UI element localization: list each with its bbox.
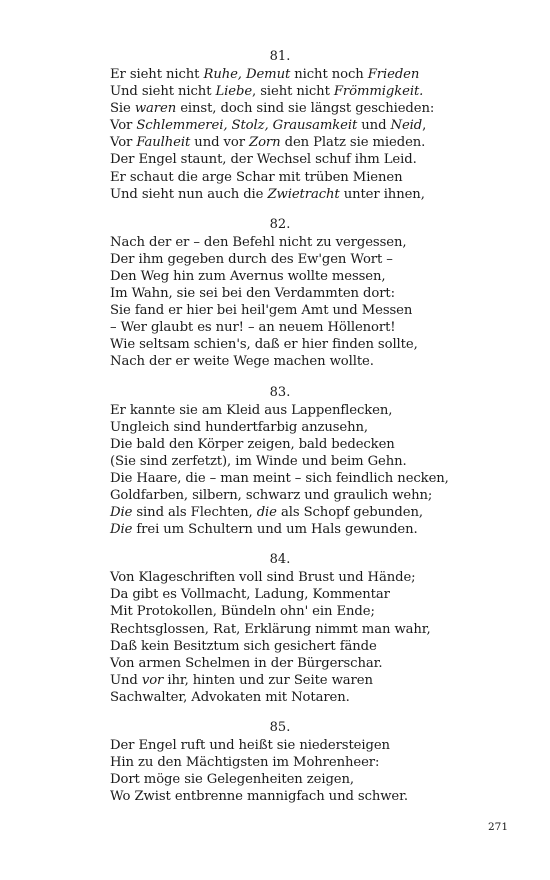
verse-line	[110, 285, 450, 302]
verse-text: Im Wahn, sie sei bei den Verdammten dort:	[110, 286, 395, 302]
stanza-number: 83.	[269, 384, 291, 400]
verse-text: Hin zu den Mächtigsten im Mohrenheer:	[110, 755, 380, 771]
verse-text: Er sieht nicht	[110, 67, 204, 82]
verse-text: Der Engel ruft und heißt sie niedersteigen	[110, 738, 390, 753]
verse-text: Dort möge sie Gelegenheiten zeigen,	[110, 772, 354, 788]
verse-text: Und sieht nicht	[110, 84, 216, 100]
verse-text: den Platz sie mieden.	[280, 135, 426, 151]
stanza-number: 85.	[269, 720, 291, 735]
stanza	[110, 216, 450, 371]
verse-line	[110, 319, 450, 336]
verse-text: Und	[110, 672, 142, 688]
italic-text: Neid	[390, 118, 423, 134]
italic-text: waren	[134, 101, 177, 117]
verse-line	[110, 487, 450, 504]
verse-line	[110, 436, 450, 453]
verse-text: ,	[422, 118, 427, 134]
verse-line	[110, 100, 450, 117]
verse-text: und vor	[190, 135, 250, 151]
stanza-number: 81.	[269, 49, 291, 64]
verse-line	[110, 66, 450, 83]
verse-line	[110, 655, 450, 672]
verse-text: Vor	[110, 135, 137, 151]
stanza	[110, 384, 450, 539]
verse-text: Die bald den Körper zeigen, bald bedecken	[110, 436, 395, 452]
italic-text: Frieden	[367, 67, 420, 82]
verse-line	[110, 672, 450, 689]
poem-text	[110, 48, 450, 818]
verse-text: Sachwalter, Advokaten mit Notaren.	[110, 689, 350, 705]
verse-text: Mit Protokollen, Bündeln ohn' ein Ende;	[110, 604, 375, 620]
verse-line	[110, 521, 450, 538]
verse-text: Nach der er weite Wege machen wollte.	[110, 354, 374, 370]
verse-line	[110, 504, 450, 521]
verse-line	[110, 186, 450, 203]
verse-text: Er kannte sie am Kleid aus Lappenflecken,	[110, 402, 393, 418]
italic-text: Frömmigkeit.	[333, 84, 424, 100]
verse-text: Er schaut die arge Schar mit trüben Mienen	[110, 169, 403, 185]
italic-text: vor	[141, 672, 164, 688]
verse-text: unter ihnen,	[339, 186, 425, 202]
stanza-number: 82.	[269, 216, 291, 232]
stanza	[110, 719, 450, 805]
verse-text: Wie seltsam schien's, daß er hier finden sollte,	[110, 337, 418, 353]
verse-line	[110, 336, 450, 353]
verse-line	[110, 754, 450, 771]
verse-line	[110, 737, 450, 754]
verse-text: Da gibt es Vollmacht, Ladung, Kommentar	[110, 587, 390, 603]
verse-text: Nach der er – den Befehl nicht zu vergessen,	[110, 234, 407, 250]
stanza-number: 84.	[269, 552, 291, 568]
verse-text: nicht noch	[290, 67, 368, 82]
verse-line	[110, 638, 450, 655]
verse-text: Sie fand er hier bei heil'gem Amt und Messen	[110, 303, 413, 319]
italic-text: Ruhe, Demut	[203, 67, 291, 82]
verse-text: Den Weg hin zum Avernus wollte messen,	[110, 268, 386, 284]
verse-line	[110, 353, 450, 370]
verse-line	[110, 169, 450, 186]
verse-line	[110, 603, 450, 620]
verse-line	[110, 234, 450, 251]
verse-line	[110, 788, 450, 805]
verse-text: frei um Schultern und um Hals gewunden.	[132, 522, 418, 538]
verse-line	[110, 302, 450, 319]
verse-line	[110, 117, 450, 134]
verse-text: sind als Flechten,	[132, 505, 257, 521]
italic-text: die	[256, 505, 277, 521]
verse-line	[110, 621, 450, 638]
verse-text: Goldfarben, silbern, schwarz und graulich wehn;	[110, 487, 433, 503]
page-number: 271	[487, 821, 508, 833]
italic-text: Zorn	[249, 135, 281, 151]
verse-text: und	[357, 118, 391, 134]
verse-line	[110, 586, 450, 603]
italic-text: Die	[110, 522, 133, 538]
verse-text: Von armen Schelmen in der Bürgerschar.	[110, 655, 383, 671]
verse-line	[110, 402, 450, 419]
verse-line	[110, 470, 450, 487]
italic-text: Liebe	[215, 84, 253, 100]
verse-text: Und sieht nun auch die	[110, 186, 268, 202]
verse-line	[110, 134, 450, 151]
verse-text: , sieht nicht	[252, 84, 334, 100]
stanza	[110, 48, 450, 203]
verse-line	[110, 268, 450, 285]
verse-text: als Schopf gebunden,	[276, 505, 423, 521]
verse-line	[110, 771, 450, 788]
verse-line	[110, 569, 450, 586]
verse-text: Wo Zwist entbrenne mannigfach und schwer.	[110, 789, 408, 805]
verse-text: (Sie sind zerfetzt), im Winde und beim Gehn.	[110, 453, 407, 469]
verse-text: Sie	[110, 101, 135, 117]
verse-text: Der Engel staunt, der Wechsel schuf ihm Leid.	[110, 152, 417, 168]
verse-text: Ungleich sind hundertfarbig anzusehn,	[110, 419, 368, 435]
verse-text: Der ihm gegeben durch des Ew'gen Wort –	[110, 251, 393, 267]
verse-line	[110, 419, 450, 436]
verse-text: Die Haare, die – man meint – sich feindlich necken,	[110, 470, 449, 486]
verse-text: einst, doch sind sie längst geschieden:	[176, 101, 435, 117]
italic-text: Die	[110, 505, 133, 521]
stanza	[110, 551, 450, 706]
italic-text: Faulheit	[136, 135, 191, 151]
verse-line	[110, 251, 450, 268]
verse-text: Rechtsglossen, Rat, Erklärung nimmt man wahr,	[110, 621, 431, 637]
verse-text: Daß kein Besitztum sich gesichert fände	[110, 638, 377, 654]
verse-line	[110, 689, 450, 706]
italic-text: Zwietracht	[267, 186, 340, 202]
verse-line	[110, 83, 450, 100]
italic-text: Schlemmerei, Stolz, Grausamkeit	[136, 118, 358, 134]
verse-text: ihr, hinten und zur Seite waren	[163, 672, 373, 688]
verse-text: – Wer glaubt es nur! – an neuem Höllenort!	[110, 320, 396, 336]
verse-line	[110, 151, 450, 168]
verse-text: Vor	[110, 118, 137, 134]
verse-text: Von Klageschriften voll sind Brust und Hände;	[110, 570, 416, 586]
verse-line	[110, 453, 450, 470]
